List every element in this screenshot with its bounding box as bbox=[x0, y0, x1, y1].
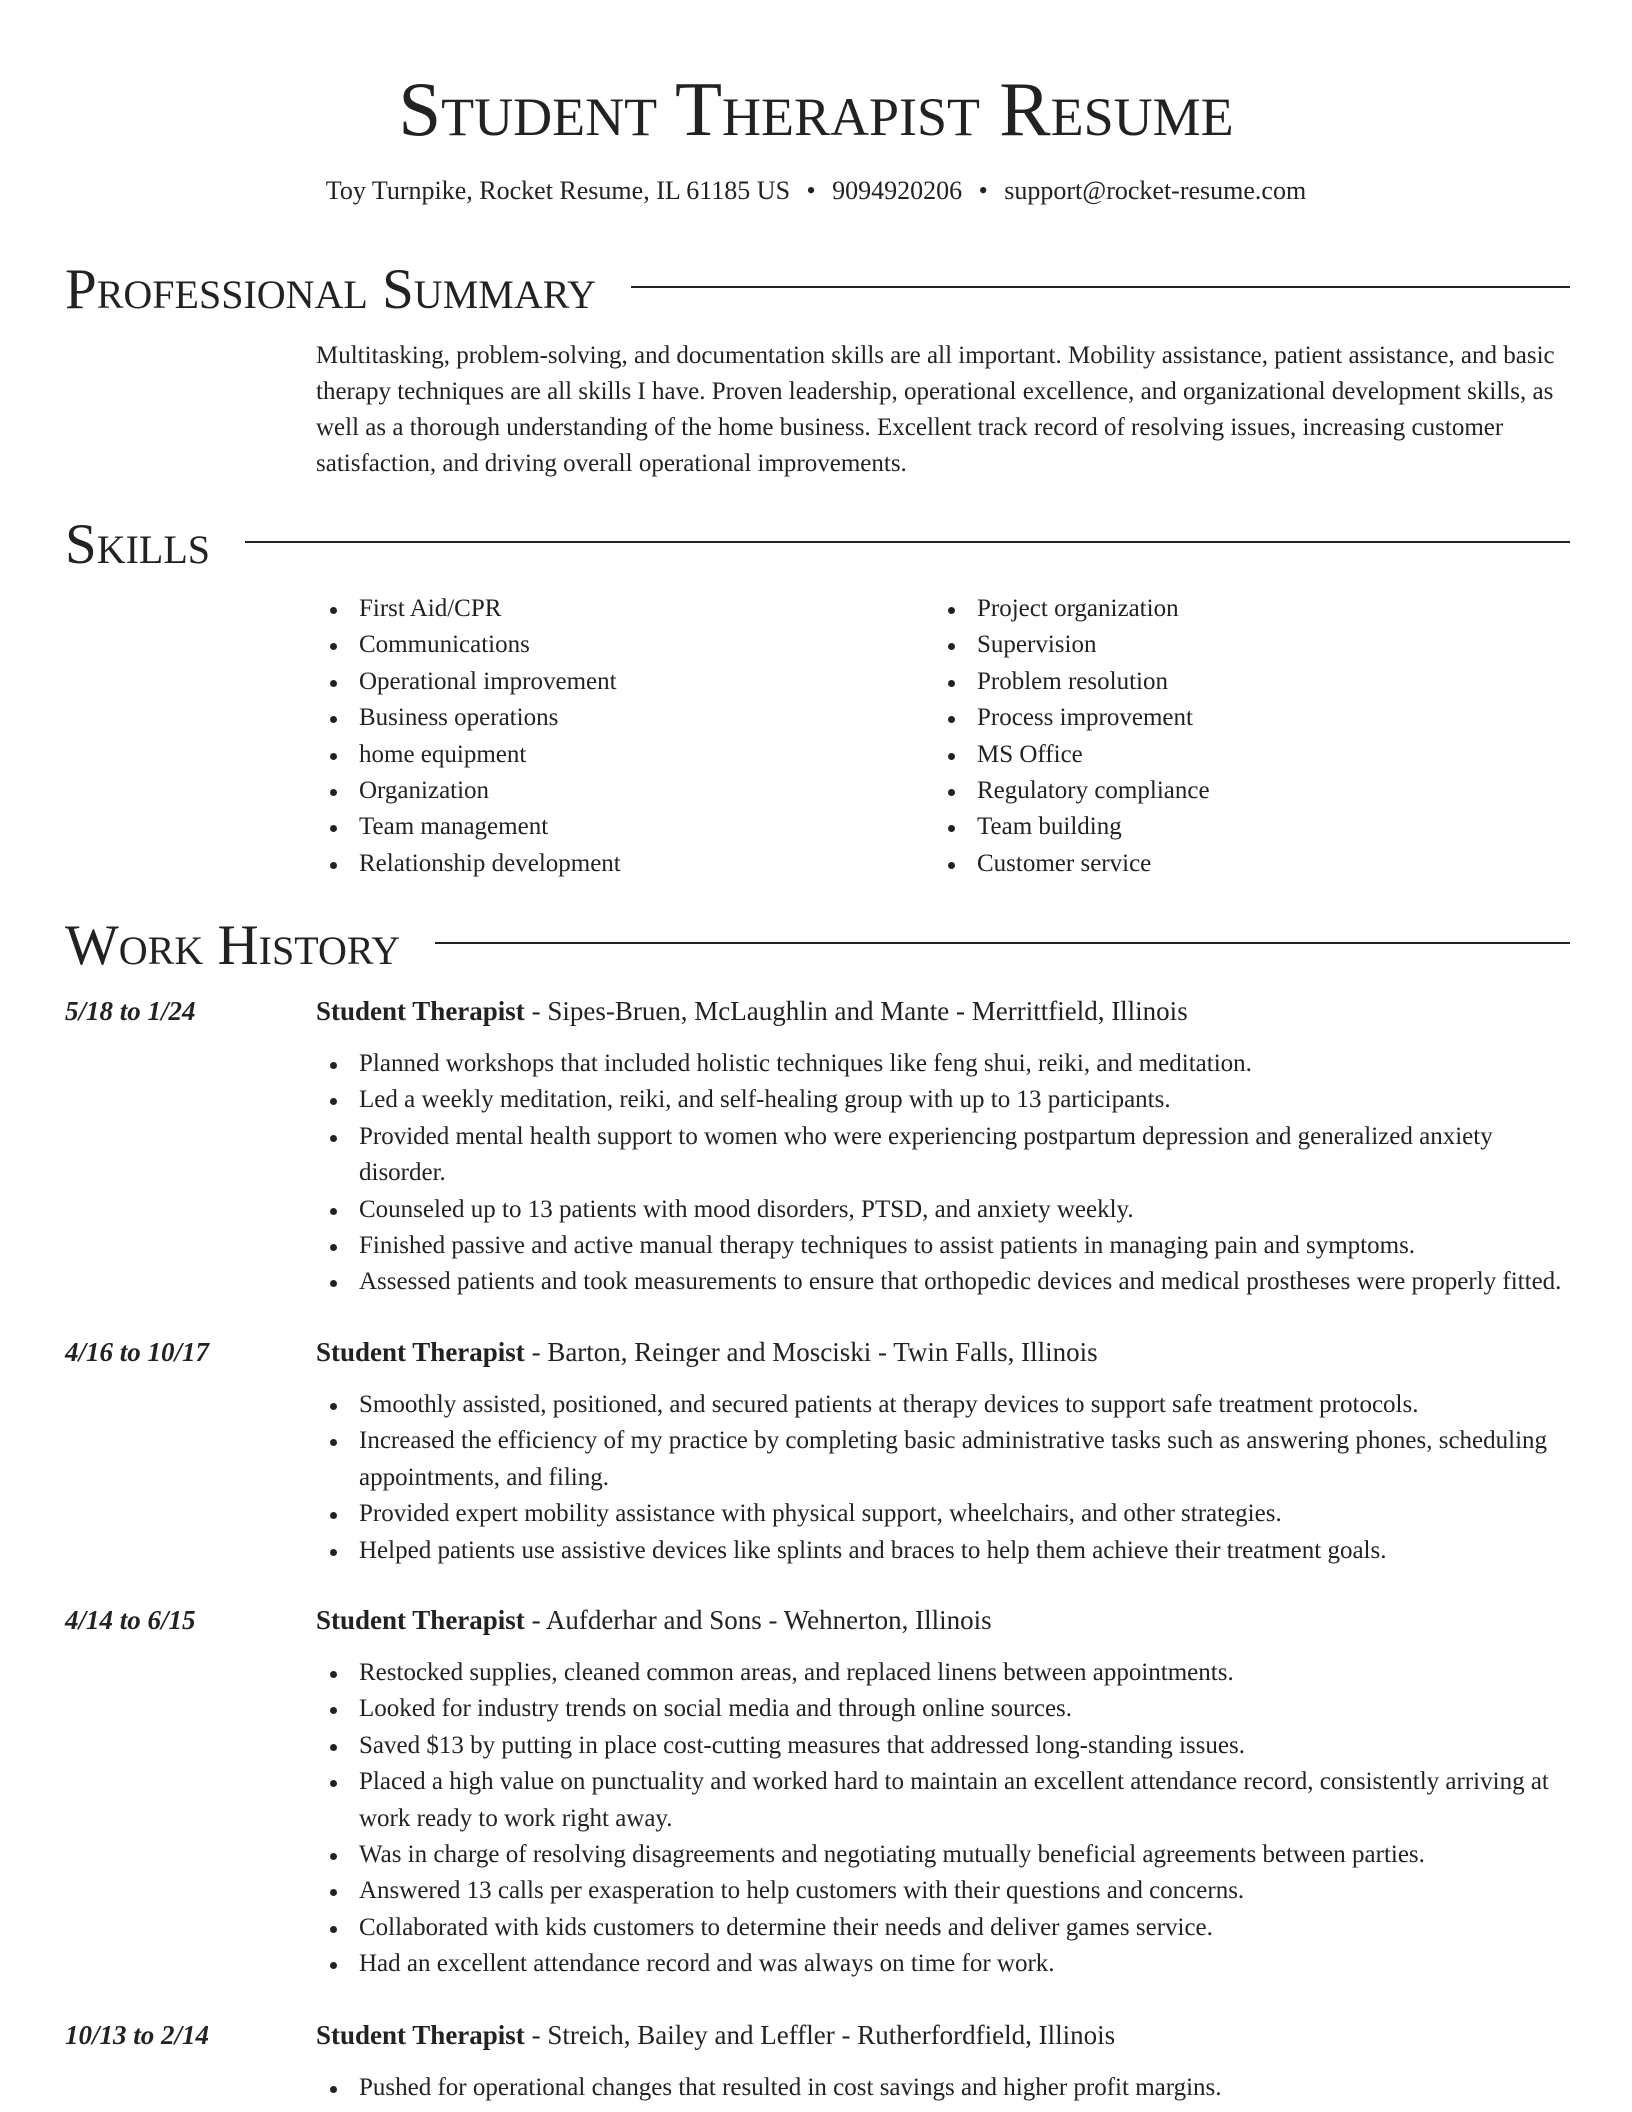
section-divider bbox=[631, 286, 1570, 288]
section-divider bbox=[245, 541, 1570, 543]
contact-line bbox=[0, 173, 1632, 209]
job-separator: - bbox=[531, 2020, 541, 2050]
contact-email: support@rocket-resume.com bbox=[1004, 176, 1307, 205]
skill-item: Organization bbox=[359, 773, 934, 809]
job-entry bbox=[65, 1602, 1574, 1983]
job-title: Student Therapist bbox=[316, 2020, 525, 2050]
work-history-heading bbox=[65, 912, 1570, 980]
job-header bbox=[316, 1334, 1574, 1370]
job-duty: Saved $13 by putting in place cost-cutting measures that addressed long-standing issues. bbox=[359, 1728, 1574, 1764]
job-duty: Looked for industry trends on social media and through online sources. bbox=[359, 1691, 1574, 1727]
skill-item: Communications bbox=[359, 627, 934, 663]
skill-item: Operational improvement bbox=[359, 664, 934, 700]
skill-item: Project organization bbox=[977, 591, 1574, 627]
job-header bbox=[316, 2017, 1574, 2053]
skill-item: Customer service bbox=[977, 846, 1574, 882]
job-separator: - bbox=[841, 2020, 851, 2050]
job-duty: Pushed for operational changes that resulted in cost savings and higher profit margins. bbox=[359, 2070, 1574, 2106]
contact-separator: • bbox=[978, 176, 988, 205]
section-title: Work History bbox=[65, 914, 401, 977]
job-location: Merrittfield, Illinois bbox=[971, 996, 1188, 1026]
contact-separator: • bbox=[806, 176, 816, 205]
contact-address: Toy Turnpike, Rocket Resume, IL 61185 US bbox=[325, 176, 791, 205]
skill-item: home equipment bbox=[359, 737, 934, 773]
job-duties bbox=[316, 1655, 1574, 1983]
job-header bbox=[316, 1602, 1574, 1638]
job-entry bbox=[65, 1334, 1574, 1569]
job-separator: - bbox=[768, 1605, 778, 1635]
job-entry bbox=[65, 2017, 1574, 2106]
job-separator: - bbox=[531, 1337, 541, 1367]
job-employer: Sipes-Bruen, McLaughlin and Mante bbox=[547, 996, 950, 1026]
job-dates: 4/16 to 10/17 bbox=[65, 1337, 210, 1367]
job-separator: - bbox=[955, 996, 965, 1026]
job-separator: - bbox=[531, 996, 541, 1026]
section-title: Skills bbox=[65, 513, 211, 576]
job-duty: Led a weekly meditation, reiki, and self-healing group with up to 13 participants. bbox=[359, 1082, 1574, 1118]
skill-item: Team building bbox=[977, 809, 1574, 845]
section-title: Professional Summary bbox=[65, 258, 597, 321]
job-duty: Planned workshops that included holistic techniques like feng shui, reiki, and meditation. bbox=[359, 1046, 1574, 1082]
skill-item: Business operations bbox=[359, 700, 934, 736]
job-duty: Had an excellent attendance record and was always on time for work. bbox=[359, 1946, 1574, 1982]
job-separator: - bbox=[531, 1605, 541, 1635]
job-header bbox=[316, 993, 1574, 1029]
job-duties bbox=[316, 2070, 1574, 2106]
job-duty: Collaborated with kids customers to determine their needs and deliver games service. bbox=[359, 1910, 1574, 1946]
skill-item: First Aid/CPR bbox=[359, 591, 934, 627]
summary-text: Multitasking, problem-solving, and documentation skills are all important. Mobility assistance, patient assistance, and basic therapy techniques are all skills I have. Proven leadership, operational excellence, and organizational development skills, as well as a thorough understanding of the home business. Excellent track record of resolving issues, increasing customer satisfaction, and driving overall operational improvements. bbox=[316, 342, 1555, 477]
job-location: Twin Falls, Illinois bbox=[893, 1337, 1098, 1367]
resume-title: Student Therapist Resume bbox=[398, 66, 1234, 152]
job-employer: Streich, Bailey and Leffler bbox=[547, 2020, 835, 2050]
skills-column-1 bbox=[316, 591, 934, 882]
skill-item: MS Office bbox=[977, 737, 1574, 773]
job-location: Wehnerton, Illinois bbox=[783, 1605, 992, 1635]
contact-phone: 9094920206 bbox=[832, 176, 963, 205]
job-dates: 5/18 to 1/24 bbox=[65, 996, 196, 1026]
job-duty: Smoothly assisted, positioned, and secured patients at therapy devices to support safe treatment protocols. bbox=[359, 1387, 1574, 1423]
job-title: Student Therapist bbox=[316, 1337, 525, 1367]
professional-summary-heading bbox=[65, 256, 1570, 324]
job-duties bbox=[316, 1387, 1574, 1569]
job-duty: Was in charge of resolving disagreements and negotiating mutually beneficial agreements between parties. bbox=[359, 1837, 1574, 1873]
job-title: Student Therapist bbox=[316, 996, 525, 1026]
job-duty: Counseled up to 13 patients with mood disorders, PTSD, and anxiety weekly. bbox=[359, 1192, 1574, 1228]
job-duty: Finished passive and active manual therapy techniques to assist patients in managing pain and symptoms. bbox=[359, 1228, 1574, 1264]
job-dates: 4/14 to 6/15 bbox=[65, 1605, 196, 1635]
job-employer: Barton, Reinger and Mosciski bbox=[547, 1337, 872, 1367]
skill-item: Supervision bbox=[977, 627, 1574, 663]
skill-item: Regulatory compliance bbox=[977, 773, 1574, 809]
job-duty: Restocked supplies, cleaned common areas, and replaced linens between appointments. bbox=[359, 1655, 1574, 1691]
skills-column-2 bbox=[934, 591, 1574, 882]
job-dates: 10/13 to 2/14 bbox=[65, 2020, 210, 2050]
section-divider bbox=[435, 942, 1570, 944]
job-location: Rutherfordfield, Illinois bbox=[857, 2020, 1116, 2050]
skills-list bbox=[316, 591, 1574, 882]
job-employer: Aufderhar and Sons bbox=[545, 1605, 762, 1635]
skill-item: Team management bbox=[359, 809, 934, 845]
job-duty: Placed a high value on punctuality and worked hard to maintain an excellent attendance record, consistently arriving at work ready to work right away. bbox=[359, 1764, 1574, 1837]
job-duty: Provided expert mobility assistance with physical support, wheelchairs, and other strategies. bbox=[359, 1496, 1574, 1532]
job-duty: Increased the efficiency of my practice by completing basic administrative tasks such as answering phones, scheduling appointments, and filing. bbox=[359, 1423, 1574, 1496]
job-duty: Assessed patients and took measurements to ensure that orthopedic devices and medical prostheses were properly fitted. bbox=[359, 1264, 1574, 1300]
skill-item: Problem resolution bbox=[977, 664, 1574, 700]
job-entry bbox=[65, 993, 1574, 1301]
job-duty: Helped patients use assistive devices like splints and braces to help them achieve their treatment goals. bbox=[359, 1533, 1574, 1569]
job-duty: Provided mental health support to women who were experiencing postpartum depression and generalized anxiety disorder. bbox=[359, 1119, 1574, 1192]
job-separator: - bbox=[878, 1337, 888, 1367]
skill-item: Relationship development bbox=[359, 846, 934, 882]
job-title: Student Therapist bbox=[316, 1605, 525, 1635]
skill-item: Process improvement bbox=[977, 700, 1574, 736]
job-duties bbox=[316, 1046, 1574, 1301]
job-duty: Answered 13 calls per exasperation to help customers with their questions and concerns. bbox=[359, 1873, 1574, 1909]
skills-heading bbox=[65, 511, 1570, 579]
